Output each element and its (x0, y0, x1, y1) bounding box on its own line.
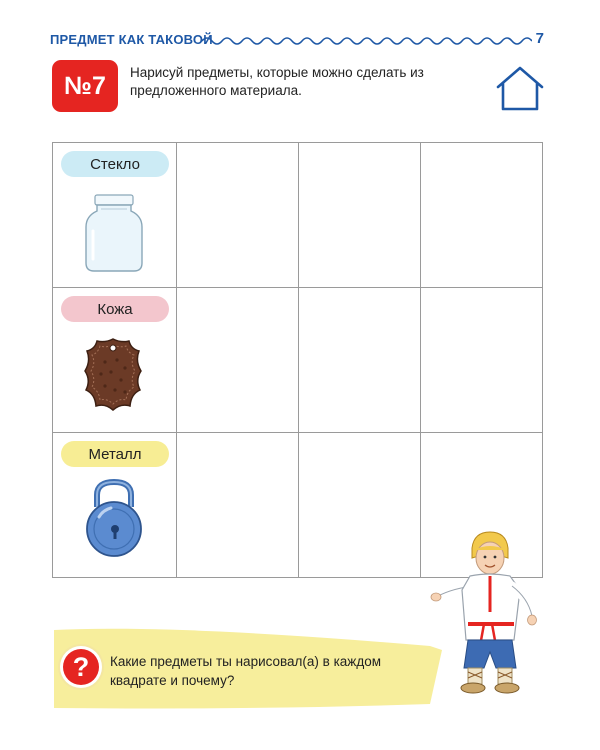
question-mark-icon: ? (60, 646, 102, 688)
task-number-badge: №7 (52, 60, 118, 112)
material-cell-glass (53, 143, 177, 288)
glass-jar-picture (81, 191, 147, 273)
material-label-metal: Металл (61, 441, 169, 467)
home-icon (494, 64, 546, 112)
material-label-leather: Кожа (61, 296, 169, 322)
drawing-grid (52, 142, 543, 578)
padlock-picture (79, 477, 149, 559)
material-cell-metal (53, 433, 177, 578)
drawing-cell[interactable] (421, 143, 543, 288)
boy-illustration (428, 528, 550, 698)
drawing-cell[interactable] (177, 433, 299, 578)
drawing-cell[interactable] (177, 288, 299, 433)
material-cell-leather (53, 288, 177, 433)
drawing-cell[interactable] (299, 288, 421, 433)
task-instruction: Нарисуй предметы, которые можно сделать из предложенного материала. (130, 65, 424, 98)
drawing-cell[interactable] (421, 288, 543, 433)
wavy-line-decoration (202, 33, 532, 49)
page-header (50, 30, 550, 54)
drawing-cell[interactable] (299, 143, 421, 288)
leather-piece-picture (77, 334, 149, 414)
grid-row-glass (53, 143, 543, 288)
drawing-cell[interactable] (299, 433, 421, 578)
section-title: ПРЕДМЕТ КАК ТАКОВОЙ (50, 32, 213, 47)
drawing-cell[interactable] (177, 143, 299, 288)
question-text: Какие предметы ты нарисовал(а) в каждом квадрате и почему? (110, 654, 382, 688)
grid-row-leather (53, 288, 543, 433)
material-label-glass: Стекло (61, 151, 169, 177)
page-number: 7 (535, 30, 544, 47)
